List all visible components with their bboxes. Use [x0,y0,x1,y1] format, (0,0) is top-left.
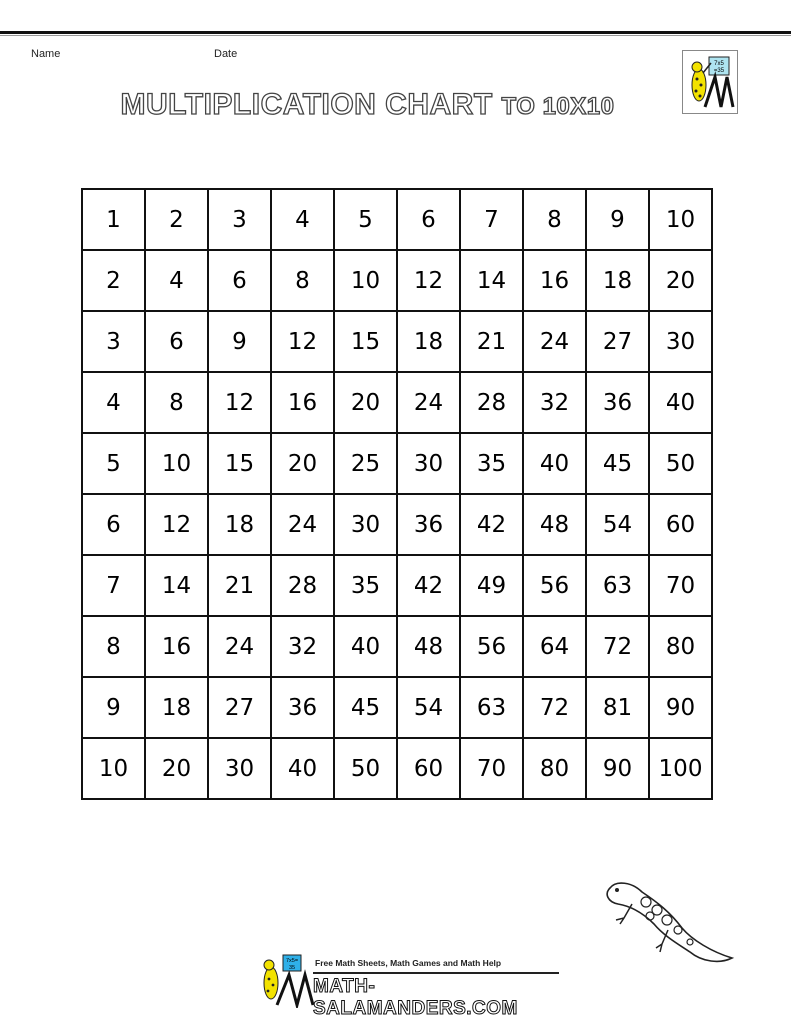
table-cell: 60 [397,738,460,799]
table-cell: 1 [82,189,145,250]
table-cell: 28 [271,555,334,616]
table-cell: 32 [523,372,586,433]
table-cell: 3 [82,311,145,372]
salamander-teacher-logo-icon [682,50,738,114]
table-cell: 35 [334,555,397,616]
table-cell: 18 [145,677,208,738]
table-cell: 56 [460,616,523,677]
table-row [82,677,712,738]
table-cell: 63 [586,555,649,616]
table-cell: 48 [523,494,586,555]
table-row [82,616,712,677]
table-cell: 15 [334,311,397,372]
table-cell: 50 [649,433,712,494]
table-cell: 16 [523,250,586,311]
salamander-icon [602,878,737,972]
table-cell: 45 [334,677,397,738]
table-cell: 8 [271,250,334,311]
table-cell: 30 [649,311,712,372]
table-cell: 16 [271,372,334,433]
table-cell: 6 [397,189,460,250]
table-cell: 6 [145,311,208,372]
footer-divider [313,972,559,974]
table-cell: 30 [397,433,460,494]
table-cell: 12 [208,372,271,433]
svg-text:7x5: 7x5 [714,61,724,67]
table-cell: 42 [397,555,460,616]
table-cell: 2 [82,250,145,311]
multiplication-table [81,188,713,800]
table-row [82,250,712,311]
table-cell: 24 [271,494,334,555]
table-cell: 12 [271,311,334,372]
table-cell: 40 [334,616,397,677]
table-cell: 80 [523,738,586,799]
table-cell: 18 [586,250,649,311]
footer-logo [255,953,565,1019]
table-cell: 20 [334,372,397,433]
table-cell: 30 [208,738,271,799]
table-row [82,555,712,616]
table-row [82,311,712,372]
table-cell: 50 [334,738,397,799]
table-cell: 4 [271,189,334,250]
table-cell: 21 [208,555,271,616]
table-row [82,433,712,494]
table-cell: 70 [649,555,712,616]
table-cell: 56 [523,555,586,616]
table-cell: 81 [586,677,649,738]
table-cell: 72 [523,677,586,738]
table-cell: 24 [523,311,586,372]
table-cell: 54 [586,494,649,555]
date-label: Date [214,48,238,60]
table-cell: 12 [397,250,460,311]
svg-text:=35: =35 [713,68,725,74]
table-cell: 20 [145,738,208,799]
table-cell: 36 [271,677,334,738]
table-cell: 4 [145,250,208,311]
table-cell: 20 [271,433,334,494]
svg-text:7x5=: 7x5= [285,958,299,964]
table-cell: 25 [334,433,397,494]
table-cell: 7 [82,555,145,616]
table-cell: 10 [649,189,712,250]
table-cell: 24 [208,616,271,677]
table-cell: 48 [397,616,460,677]
table-cell: 14 [460,250,523,311]
table-cell: 40 [271,738,334,799]
table-row [82,494,712,555]
table-row [82,738,712,799]
table-cell: 10 [82,738,145,799]
table-cell: 40 [523,433,586,494]
title-small: TO 10X10 [501,93,615,120]
table-cell: 54 [397,677,460,738]
table-cell: 70 [460,738,523,799]
table-cell: 18 [397,311,460,372]
table-cell: 6 [208,250,271,311]
table-cell: 64 [523,616,586,677]
footer-tagline: Free Math Sheets, Math Games and Math Help [315,958,502,968]
table-cell: 100 [649,738,712,799]
table-cell: 28 [460,372,523,433]
table-cell: 9 [586,189,649,250]
table-cell: 90 [649,677,712,738]
table-cell: 15 [208,433,271,494]
table-cell: 9 [208,311,271,372]
table-cell: 27 [586,311,649,372]
table-cell: 9 [82,677,145,738]
svg-text:35: 35 [288,965,296,971]
table-cell: 10 [334,250,397,311]
table-cell: 63 [460,677,523,738]
table-cell: 80 [649,616,712,677]
table-cell: 7 [460,189,523,250]
table-cell: 6 [82,494,145,555]
table-cell: 36 [586,372,649,433]
table-cell: 10 [145,433,208,494]
table-cell: 36 [397,494,460,555]
table-row [82,189,712,250]
name-label: Name [31,48,61,60]
table-cell: 3 [208,189,271,250]
top-rule [0,31,791,34]
top-rule-shadow [0,35,791,36]
table-cell: 30 [334,494,397,555]
table-cell: 8 [82,616,145,677]
table-cell: 42 [460,494,523,555]
title-main: MULTIPLICATION CHART [120,88,502,121]
table-cell: 16 [145,616,208,677]
table-cell: 4 [82,372,145,433]
table-cell: 14 [145,555,208,616]
table-cell: 5 [334,189,397,250]
table-cell: 8 [145,372,208,433]
table-cell: 90 [586,738,649,799]
table-cell: 27 [208,677,271,738]
table-cell: 32 [271,616,334,677]
table-cell: 35 [460,433,523,494]
table-cell: 8 [523,189,586,250]
table-cell: 60 [649,494,712,555]
table-cell: 5 [82,433,145,494]
table-cell: 20 [649,250,712,311]
math-salamanders-logo-icon [255,953,315,1012]
footer-site-name: MATH-SALAMANDERS.COM [313,976,518,1019]
table-cell: 21 [460,311,523,372]
table-cell: 45 [586,433,649,494]
page-title [0,88,735,122]
table-cell: 72 [586,616,649,677]
table-cell: 49 [460,555,523,616]
table-cell: 40 [649,372,712,433]
table-row [82,372,712,433]
table-cell: 12 [145,494,208,555]
table-cell: 2 [145,189,208,250]
table-cell: 24 [397,372,460,433]
table-cell: 18 [208,494,271,555]
